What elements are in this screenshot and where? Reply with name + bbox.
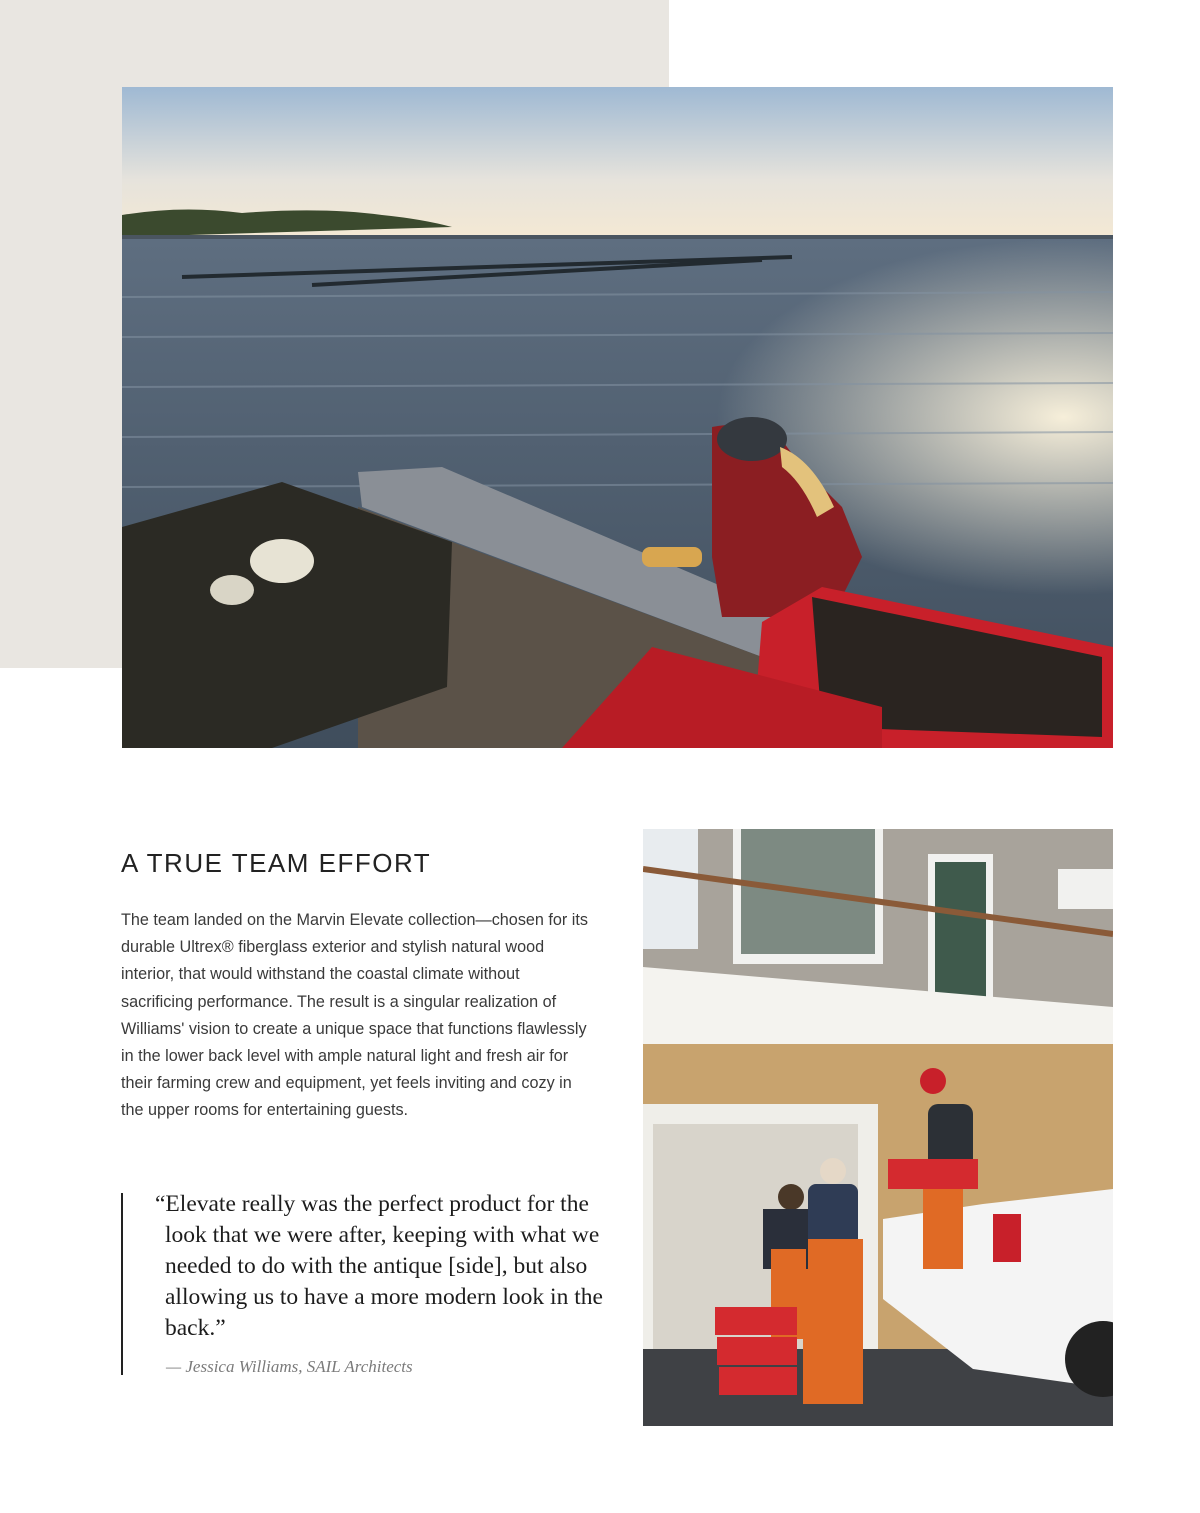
pull-quote: “Elevate really was the perfect product for the look that we were after, keeping with what we needed to do with the antique [side], but also allowing us to have a more modern look in the back.” bbox=[155, 1191, 603, 1341]
quote-rule bbox=[121, 1193, 123, 1375]
hero-photo-oyster-boat bbox=[122, 87, 1113, 748]
quote-attribution: — Jessica Williams, SAIL Architects bbox=[166, 1357, 413, 1376]
section-heading: A TRUE TEAM EFFORT bbox=[121, 848, 432, 878]
body-paragraph: The team landed on the Marvin Elevate collection—chosen for its durable Ultrex® fiberglass exterior and stylish natural wood interior, that would withstand the coastal climate without sacrificing performance. The result is a singular realization of Williams' vision to create a unique space that functions flawlessly in the lower back level with ample natural light and fresh air for their farming crew and equipment, yet feels inviting and cozy in the upper rooms for entertaining guests. bbox=[121, 911, 588, 1120]
crew-unloading-photo bbox=[643, 829, 1113, 1426]
